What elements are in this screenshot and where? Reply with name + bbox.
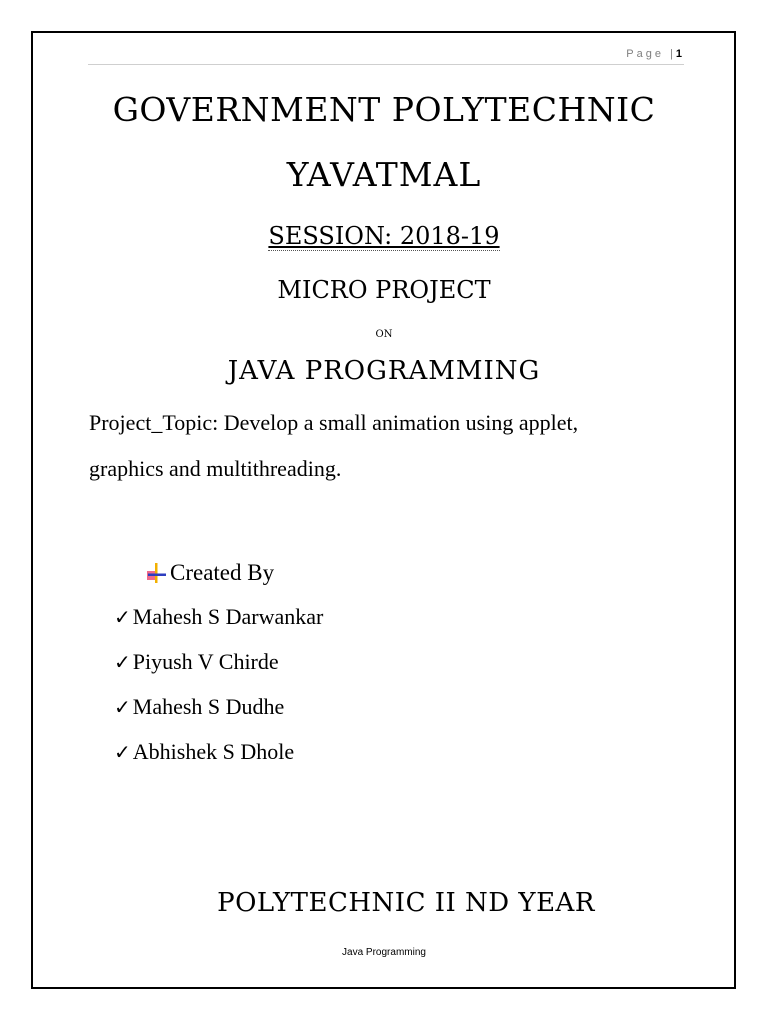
page-separator: |	[670, 48, 676, 60]
on-label: ON	[375, 329, 393, 340]
project-type-heading: MICRO PROJECT	[277, 276, 491, 304]
member-name: Mahesh S Darwankar	[132, 604, 324, 629]
page-number: 1	[675, 48, 682, 60]
session-text: SESSION: 2018-19	[268, 222, 500, 250]
created-by-label: Created By	[170, 560, 275, 585]
member-item	[114, 694, 284, 720]
project-topic-line2: graphics and multithreading.	[89, 456, 342, 481]
page-word: Page	[626, 48, 664, 60]
member-item	[114, 739, 294, 765]
project-topic-line1: Project_Topic: Develop a small animation using applet,	[89, 410, 579, 435]
created-by-heading	[146, 560, 274, 586]
member-name: Mahesh S Dudhe	[132, 694, 285, 719]
year-heading: POLYTECHNIC II ND YEAR	[217, 888, 595, 918]
checkmark-icon: ✓	[114, 740, 131, 764]
checkmark-icon: ✓	[114, 650, 131, 674]
member-item	[114, 604, 323, 630]
subject-heading: JAVA PROGRAMMING	[227, 356, 541, 386]
header-rule	[88, 64, 684, 65]
page-header	[626, 48, 682, 60]
member-name: Piyush V Chirde	[132, 649, 279, 674]
member-name: Abhishek S Dhole	[132, 739, 295, 764]
member-item	[114, 649, 279, 675]
institute-name-line2: YAVATMAL	[286, 155, 482, 194]
colored-cross-bullet-icon	[146, 562, 168, 584]
page-footer: Java Programming	[342, 947, 426, 958]
session-heading	[0, 222, 768, 250]
checkmark-icon: ✓	[114, 605, 131, 629]
institute-name-line1: GOVERNMENT POLYTECHNIC	[112, 90, 656, 129]
checkmark-icon: ✓	[114, 695, 131, 719]
